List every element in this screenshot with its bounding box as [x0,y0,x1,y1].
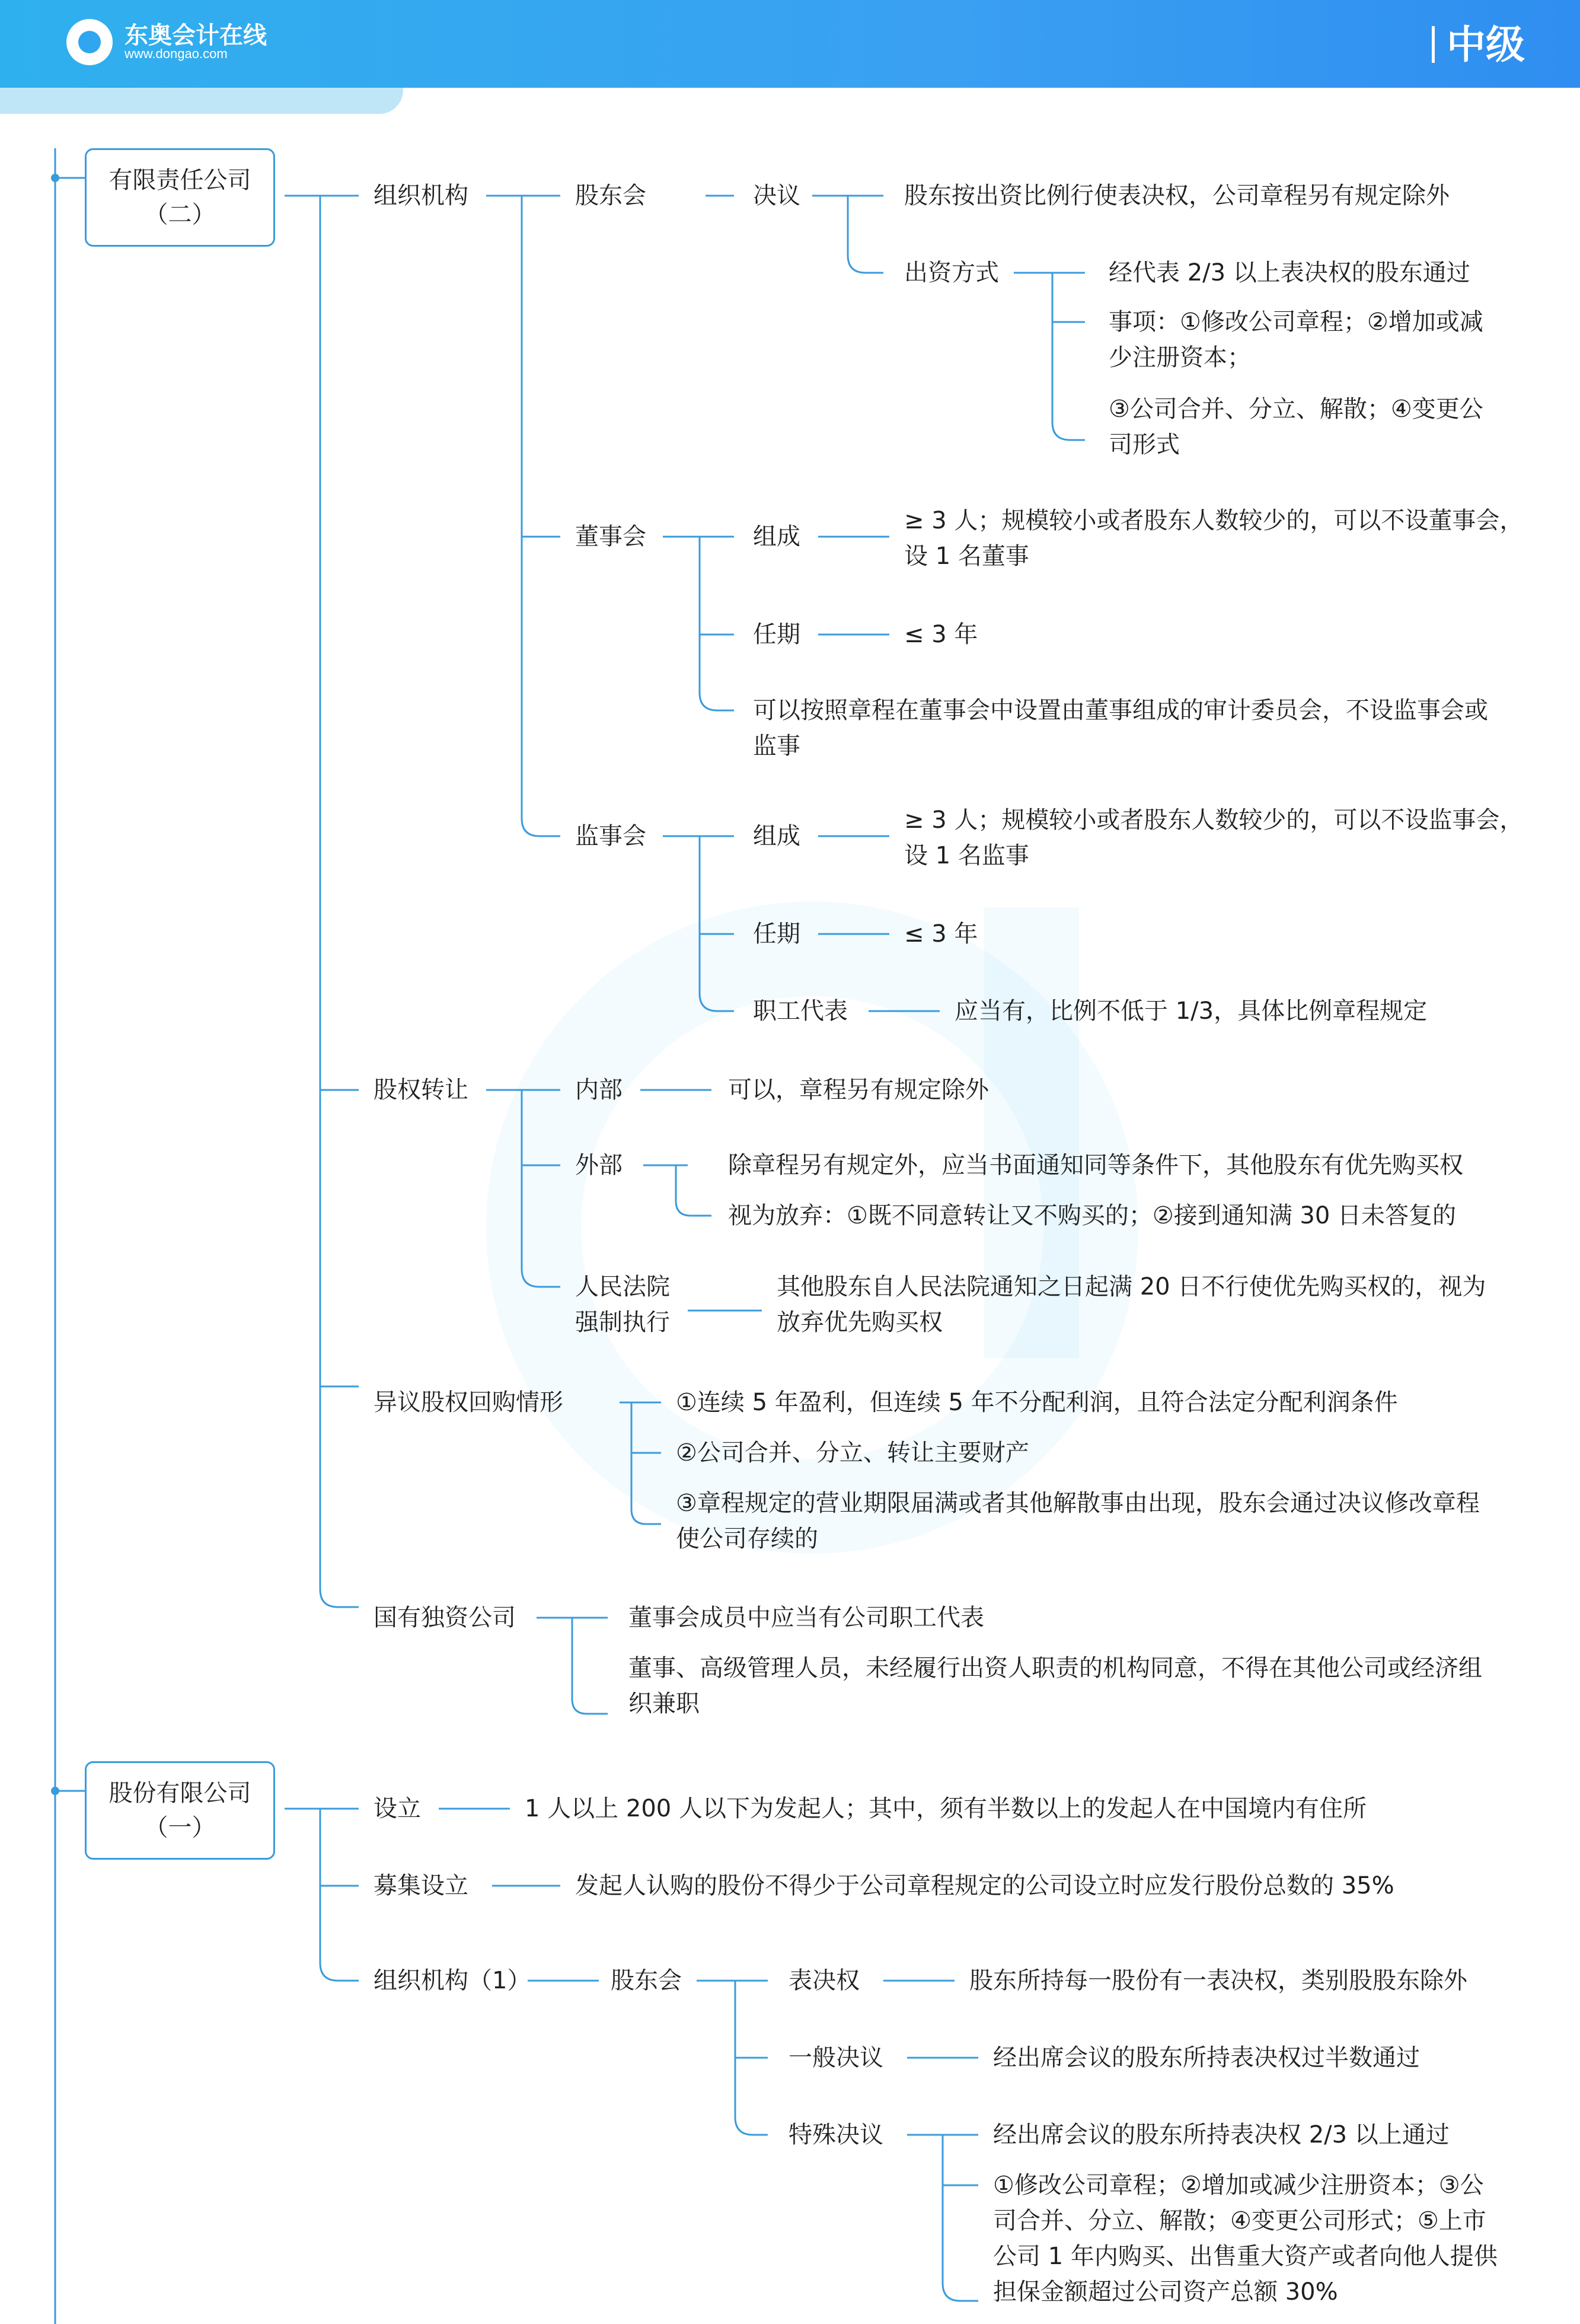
node-jsc-raise-text: 发起人认购的股份不得少于公司章程规定的公司设立时应发行股份总数的 35% [575,1872,1394,1899]
level-label: 中级 [1447,22,1525,68]
node-llc-court-text-a: 其他股东自人民法院通知之日起满 20 日不行使优先购买权的，视为 [777,1273,1486,1300]
node-llc-sup-staff-text: 应当有，比例不低于 1/3，具体比例章程规定 [955,997,1428,1025]
node-jsc-org: 组织机构（1） [374,1967,531,1994]
node-llc-meeting: 股东会 [575,182,646,209]
node-llc-court-text-b: 放弃优先购买权 [777,1309,943,1336]
node-jsc-special: 特殊决议 [789,2121,883,2148]
node-jsc-special-1: 经出席会议的股东所持表决权 2/3 以上通过 [993,2121,1450,2148]
node-llc-soe-1: 董事会成员中应当有公司职工代表 [628,1604,984,1631]
node-llc-resolution: 决议 [753,182,800,209]
node-llc-board-comp-b: 设 1 名董事 [904,543,1029,570]
node-jsc-special-2a: ①修改公司章程；②增加或减少注册资本；③公 [993,2172,1484,2199]
node-llc-external-1: 除章程另有规定外，应当书面通知同等条件下，其他股东有优先购买权 [728,1152,1463,1179]
node-llc-sup: 监事会 [575,823,646,850]
node-llc-capital-2b: 少注册资本； [1109,344,1251,371]
node-llc-soe-2b: 织兼职 [628,1690,700,1717]
node-jsc-raise: 募集设立 [374,1872,468,1899]
node-llc-sup-comp-a: ≥ 3 人；规模较小或者股东人数较少的，可以不设监事会， [904,806,1524,834]
node-llc-capital-3b: 司形式 [1109,431,1180,458]
node-llc-capital-2a: 事项：①修改公司章程；②增加或减 [1109,308,1483,336]
node-jsc-special-2c: 公司 1 年内购买、出售重大资产或者向他人提供 [993,2243,1498,2270]
node-llc-board-audit-b: 监事 [753,732,800,760]
node-jsc-setup-text: 1 人以上 200 人以下为发起人；其中，须有半数以上的发起人在中国境内有住所 [525,1795,1367,1822]
node-llc-capital-3a: ③公司合并、分立、解散；④变更公 [1109,396,1483,423]
node-llc-sup-comp-b: 设 1 名监事 [904,842,1029,869]
node-jsc-general: 一般决议 [789,2044,883,2071]
node-llc-sup-comp: 组成 [753,823,800,850]
node-jsc-vote: 表决权 [789,1967,860,1994]
node-llc-internal-text: 可以，章程另有规定除外 [728,1076,989,1104]
node-jsc-general-text: 经出席会议的股东所持表决权过半数通过 [993,2044,1420,2071]
node-llc-buyback: 异议股权回购情形 [374,1389,563,1416]
node-llc-internal: 内部 [575,1076,623,1104]
node-llc-transfer: 股权转让 [374,1076,468,1104]
node-llc-board-term: 任期 [753,621,800,648]
node-llc-board: 董事会 [575,523,646,550]
node-llc-board-term-text: ≤ 3 年 [904,621,978,648]
node-llc-buyback-1: ①连续 5 年盈利，但连续 5 年不分配利润，且符合法定分配利润条件 [676,1389,1398,1416]
node-llc-org: 组织机构 [374,182,468,209]
node-jsc-meeting: 股东会 [611,1967,682,1994]
node-jsc-special-2d: 担保金额超过公司资产总额 30% [993,2278,1338,2306]
node-llc-sup-term: 任期 [753,920,800,948]
node-llc-soe-2a: 董事、高级管理人员，未经履行出资人职责的机构同意，不得在其他公司或经济组 [628,1654,1482,1682]
node-llc-buyback-3b: 使公司存续的 [676,1525,818,1552]
node-jsc-setup: 设立 [374,1795,421,1822]
node-llc-capital-1: 经代表 2/3 以上表决权的股东通过 [1109,259,1470,286]
node-llc-root [85,148,275,247]
node-llc-title: 有限责任公司 [108,167,251,194]
node-llc-external: 外部 [575,1152,623,1179]
node-llc-subtitle: （二） [144,201,216,228]
node-jsc-subtitle: （一） [144,1814,216,1841]
node-llc-board-comp: 组成 [753,523,800,550]
node-llc-buyback-3a: ③章程规定的营业期限届满或者其他解散事由出现，股东会通过决议修改章程 [676,1490,1480,1517]
node-llc-court-a: 人民法院 [575,1273,670,1300]
node-llc-sup-staff: 职工代表 [753,997,848,1025]
node-llc-soe: 国有独资公司 [374,1604,516,1631]
node-llc-sup-term-text: ≤ 3 年 [904,920,978,948]
node-llc-board-comp-a: ≥ 3 人；规模较小或者股东人数较少的，可以不设董事会， [904,507,1524,534]
node-llc-external-2: 视为放弃：①既不同意转让又不购买的；②接到通知满 30 日未答复的 [728,1202,1457,1229]
node-jsc-root [85,1761,275,1860]
node-llc-capital: 出资方式 [904,259,999,286]
node-jsc-special-2b: 司合并、分立、解散；④变更公司形式；⑤上市 [993,2207,1486,2234]
node-llc-board-audit-a: 可以按照章程在董事会中设置由董事组成的审计委员会，不设监事会或 [753,697,1488,724]
node-llc-buyback-2: ②公司合并、分立、转让主要财产 [676,1439,1029,1467]
node-jsc-title: 股份有限公司 [108,1780,251,1807]
node-llc-court-b: 强制执行 [575,1309,670,1336]
brand-url: www.dongao.com [125,46,228,61]
brand-name: 东奥会计在线 [125,23,267,49]
node-jsc-vote-text: 股东所持每一股份有一表决权，类别股股东除外 [969,1967,1467,1994]
node-llc-resolution-text: 股东按出资比例行使表决权，公司章程另有规定除外 [904,182,1450,209]
